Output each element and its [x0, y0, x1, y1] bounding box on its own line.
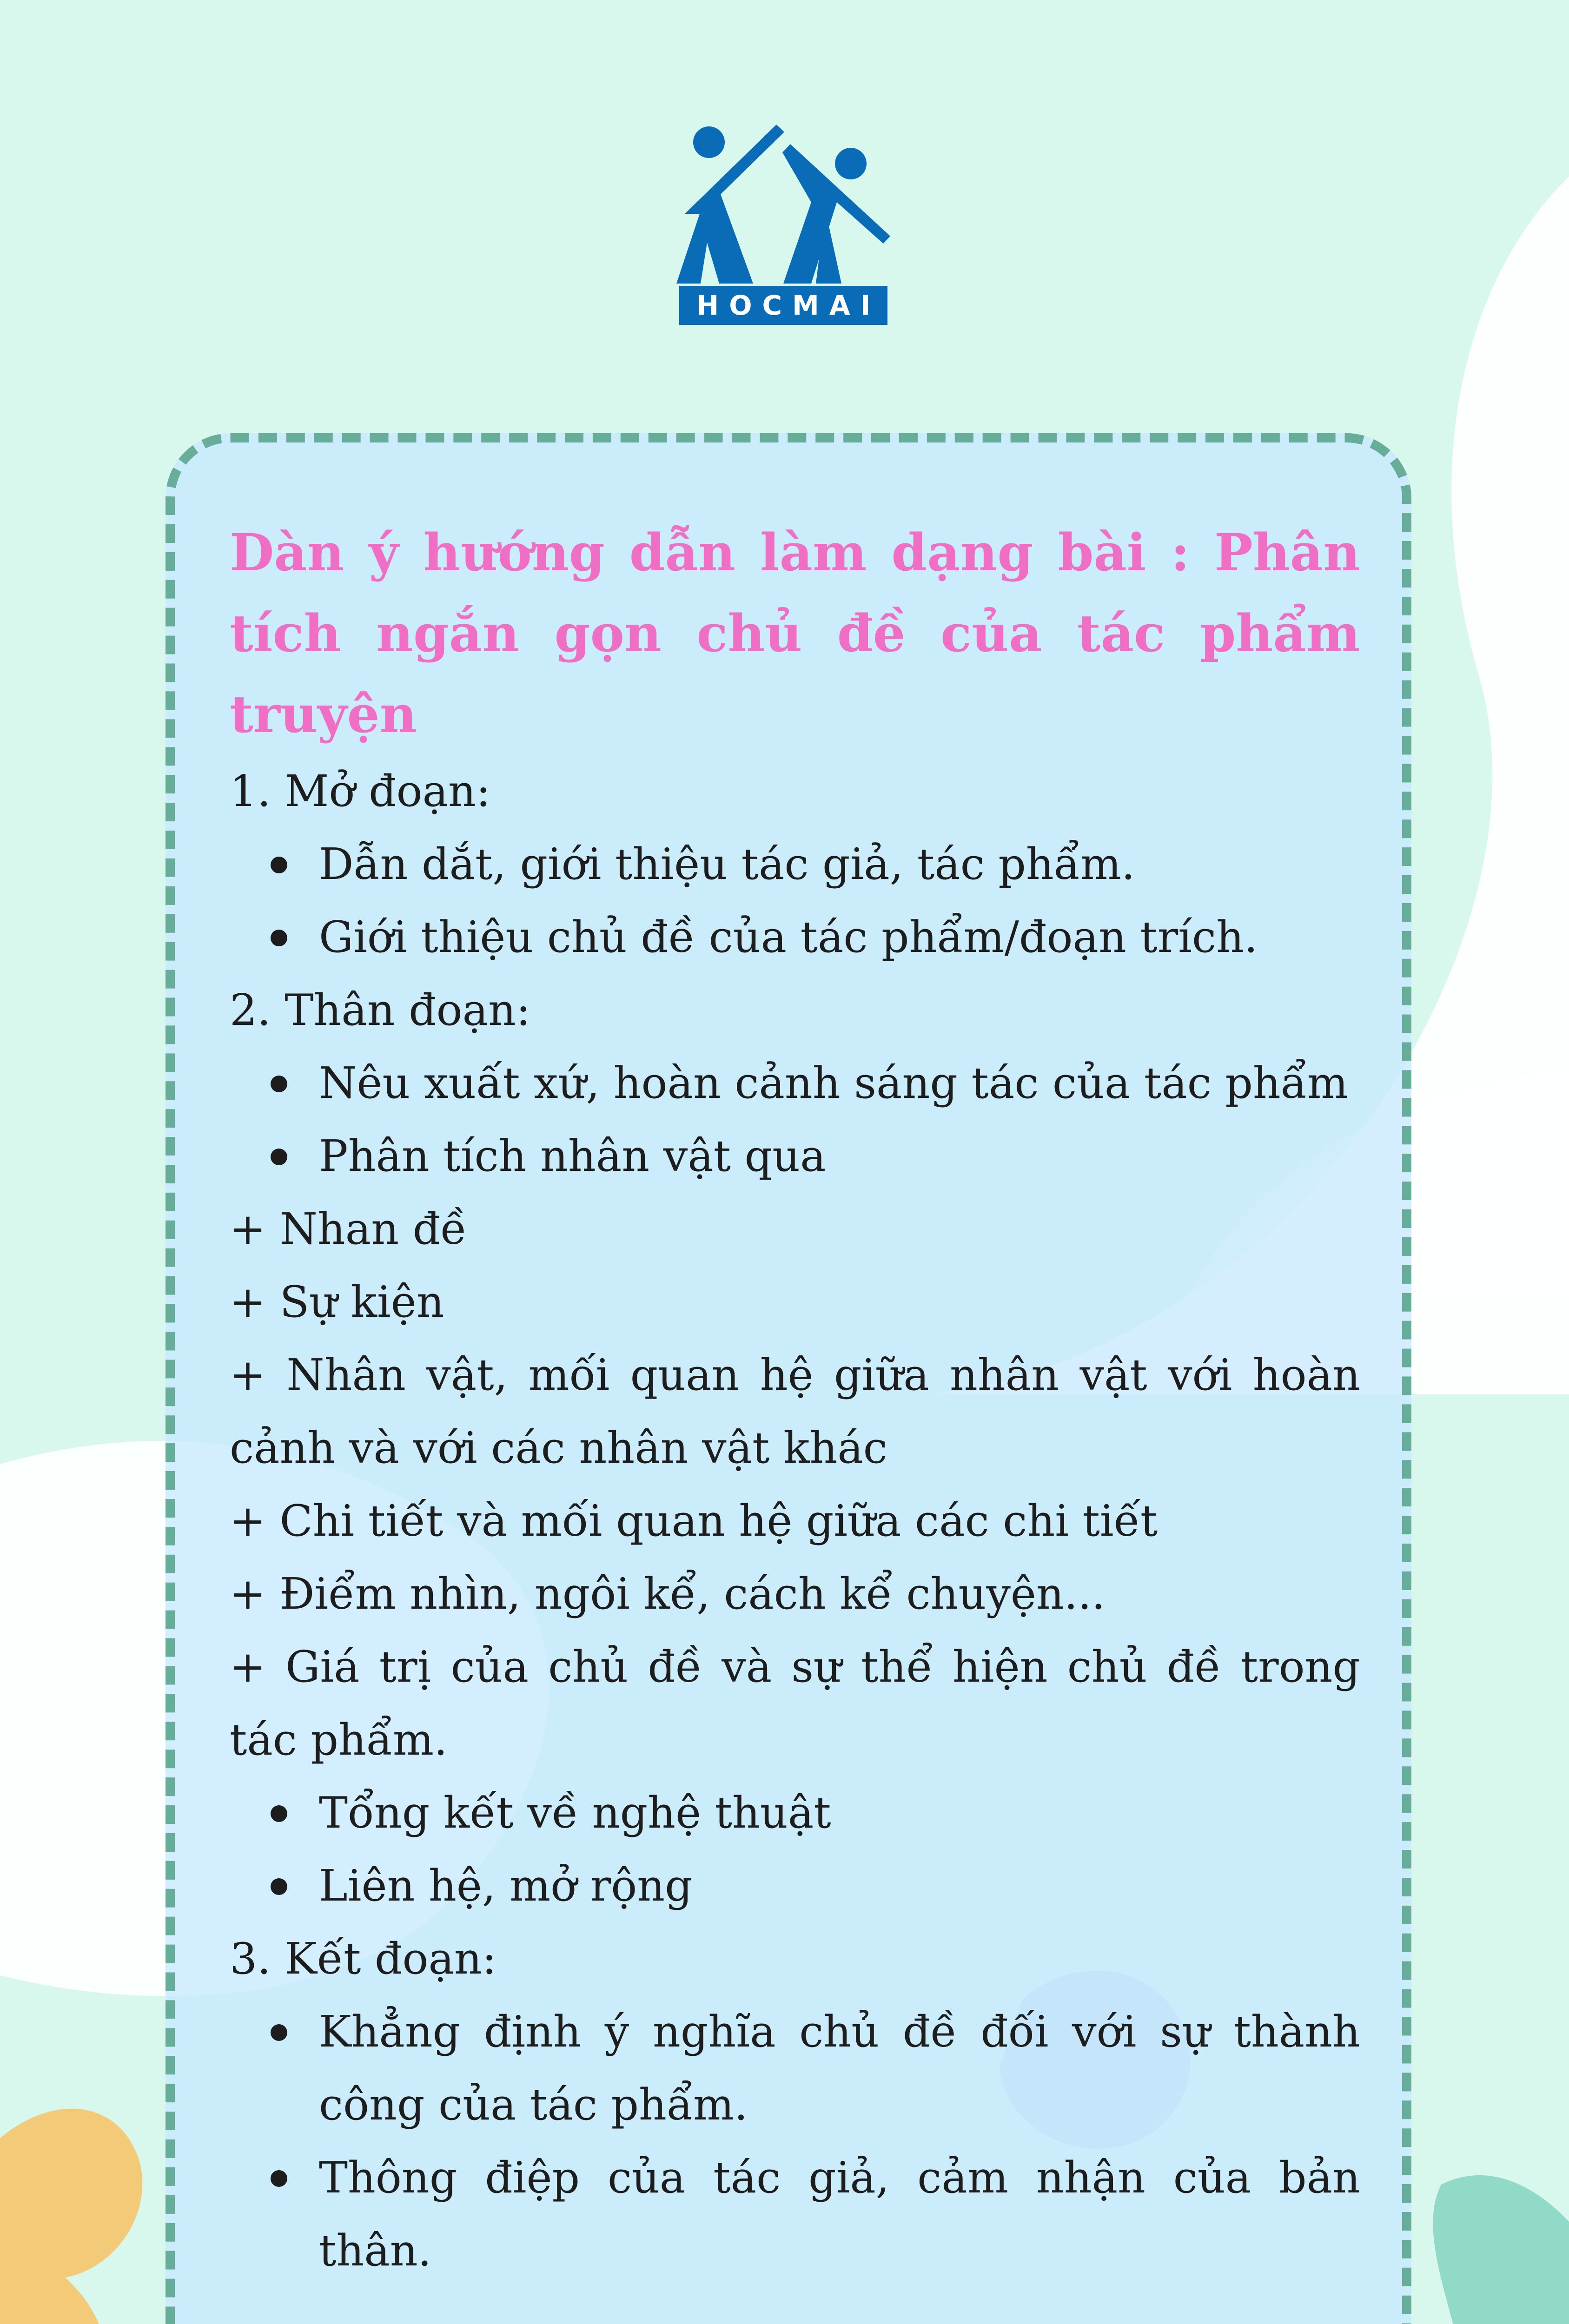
list-item: Nêu xuất xứ, hoàn cảnh sáng tác của tác phẩm [319, 1047, 1360, 1120]
section-heading-conclusion: 3. Kết đoạn: [230, 1934, 497, 1984]
section-heading-intro: 1. Mở đoạn: [230, 766, 491, 816]
list-item: Thông điệp của tác giả, cảm nhận của bản thân. [319, 2141, 1360, 2287]
logo-text: HOCMAI [679, 286, 887, 325]
outline-title: Dàn ý hướng dẫn làm dạng bài : Phân tích ngắn gọn chủ đề của tác phẩm truyện [230, 522, 1360, 744]
list-item: Phân tích nhân vật qua [319, 1120, 1360, 1193]
list-item: Tổng kết về nghệ thuật [319, 1776, 1360, 1849]
hocmai-logo [676, 121, 890, 325]
sub-point: + Sự kiện [230, 1277, 444, 1327]
list-item: Khẳng định ý nghĩa chủ đề đối với sự thành công của tác phẩm. [319, 1995, 1360, 2141]
section-heading-body: 2. Thân đoạn: [230, 985, 531, 1035]
sub-point: + Giá trị của chủ đề và sự thể hiện chủ đề trong tác phẩm. [230, 1642, 1360, 1765]
outline-content [230, 512, 1360, 2287]
sub-point: + Chi tiết và mối quan hệ giữa các chi tiết [230, 1496, 1158, 1546]
sub-point: + Nhân vật, mối quan hệ giữa nhân vật với hoàn cảnh và với các nhân vật khác [230, 1350, 1360, 1473]
sub-point: + Điểm nhìn, ngôi kể, cách kể chuyện... [230, 1569, 1106, 1619]
sub-point: + Nhan đề [230, 1204, 467, 1254]
outline-card [166, 433, 1411, 2324]
list-item: Liên hệ, mở rộng [319, 1849, 1360, 1922]
list-item: Giới thiệu chủ đề của tác phẩm/đoạn trích. [319, 901, 1360, 974]
logo-figures-icon [676, 121, 890, 284]
list-item: Dẫn dắt, giới thiệu tác giả, tác phẩm. [319, 828, 1360, 901]
